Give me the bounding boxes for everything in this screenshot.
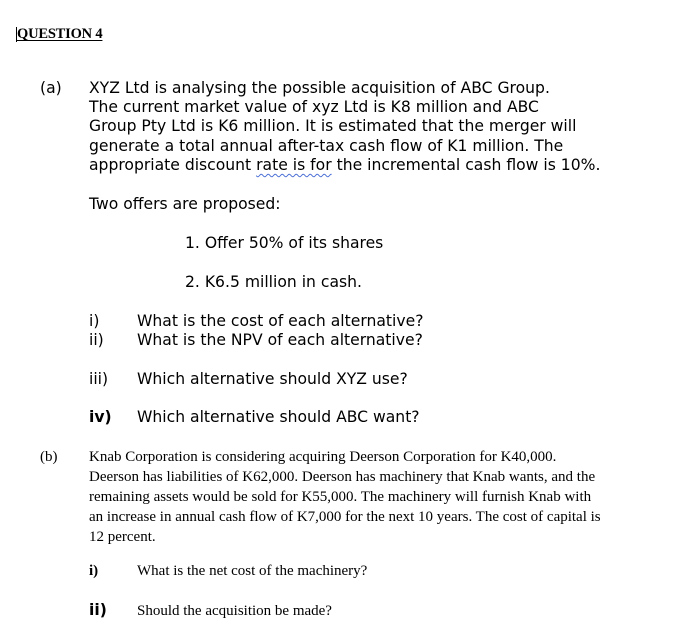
question-num: ii) — [89, 601, 107, 619]
grammar-squiggle: rate is for — [256, 155, 332, 174]
question-text: Should the acquisition be made? — [137, 603, 332, 619]
question-text: Which alternative should ABC want? — [137, 408, 420, 426]
paragraph-line: an increase in annual cash flow of K7,000 for the next 10 years. The cost of capital is — [89, 509, 601, 525]
line-text: appropriate discount — [89, 155, 257, 174]
question-text: What is the NPV of each alternative? — [137, 331, 423, 349]
paragraph-line: The current market value of xyz Ltd is K8 million and ABC — [89, 98, 539, 117]
paragraph-line: Knab Corporation is considering acquiring Deerson Corporation for K40,000. — [89, 449, 557, 465]
question-text: What is the net cost of the machinery? — [137, 563, 368, 579]
paragraph-line: XYZ Ltd is analysing the possible acquisition of ABC Group. — [89, 79, 550, 97]
question-text: Which alternative should XYZ use? — [137, 370, 408, 388]
part-a-label: (a) — [40, 79, 62, 97]
offer-item: 2. K6.5 million in cash. — [185, 273, 362, 291]
paragraph-line: Deerson has liabilities of K62,000. Deerson has machinery that Knab wants, and the — [89, 469, 596, 485]
line-text: the incremental cash flow is 10%. — [331, 155, 601, 174]
question-num: i) — [89, 563, 99, 579]
paragraph-line: generate a total annual after-tax cash flow of K1 million. The — [89, 136, 564, 155]
part-b-paragraph — [89, 447, 601, 547]
paragraph-line — [89, 156, 600, 175]
part-b-label: (b) — [40, 449, 58, 465]
question-num: ii) — [89, 331, 104, 349]
offer-item: 1. Offer 50% of its shares — [185, 234, 384, 252]
paragraph-line: remaining assets would be sold for K55,000. The machinery will furnish Knab with — [89, 489, 592, 505]
question-text: What is the cost of each alternative? — [137, 312, 424, 330]
paragraph-line: Group Pty Ltd is K6 million. It is estimated that the merger will — [89, 117, 577, 136]
offers-intro: Two offers are proposed: — [89, 195, 281, 213]
paragraph-line: 12 percent. — [89, 529, 156, 545]
question-num: iv) — [89, 408, 112, 426]
question-num: i) — [89, 312, 100, 330]
question-num: iii) — [89, 370, 109, 388]
question-title: QUESTION 4 — [17, 26, 103, 42]
part-a-paragraph — [89, 79, 600, 175]
